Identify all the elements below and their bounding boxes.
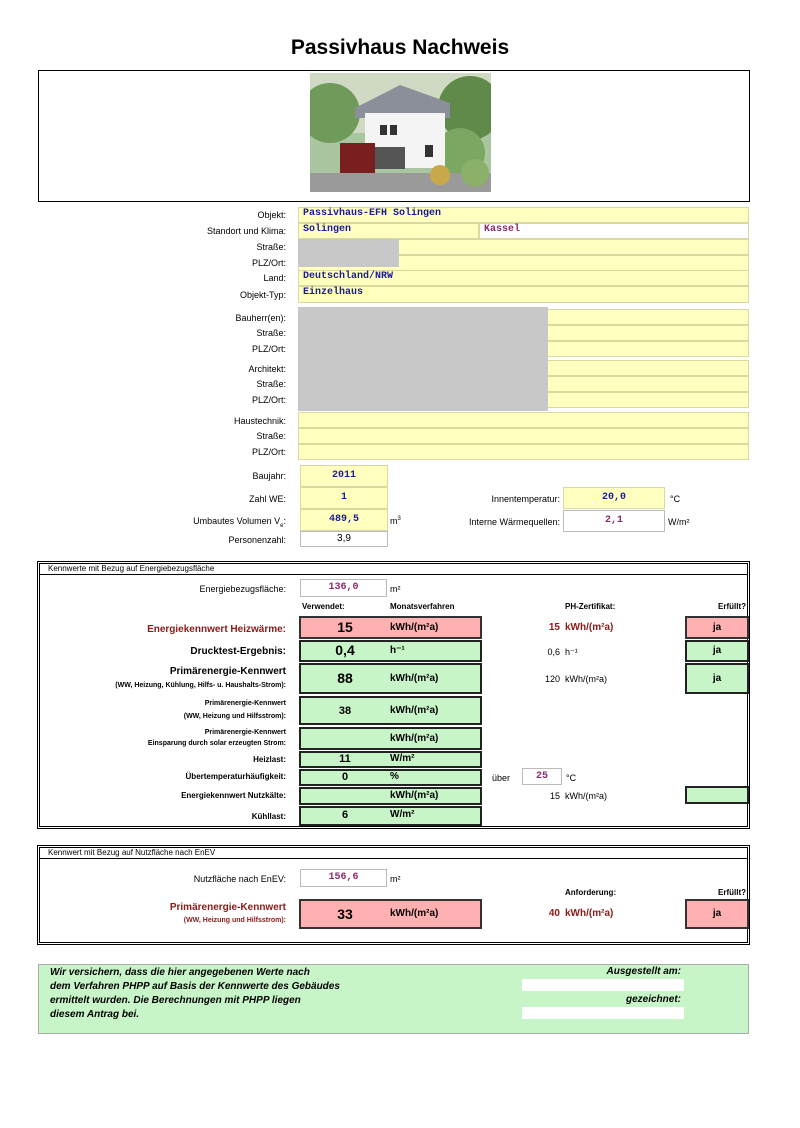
ueber-unit: °C [566, 773, 577, 783]
heizlast-unit: W/m² [390, 753, 415, 764]
pe-enev-value: 33 [337, 906, 353, 922]
ebf-field[interactable]: 136,0 [300, 579, 387, 597]
land-field[interactable]: Deutschland/NRW [298, 270, 749, 286]
nf-field[interactable]: 156,6 [300, 869, 387, 887]
page-title: Passivhaus Nachweis [290, 36, 510, 59]
objekt-label: Objekt: [257, 210, 286, 220]
heizwaerme-unit: kWh/(m²a) [390, 622, 439, 633]
nf-unit: m² [390, 874, 401, 884]
pe-enev-sub: (WW, Heizung und Hilfsstrom): [183, 917, 286, 924]
baujahr-label: Baujahr: [252, 471, 286, 481]
section2-header: Kennwert mit Bezug auf Nutzfläche nach EnEV [48, 848, 216, 857]
drucktest-ok: ja [685, 640, 749, 662]
typ-field[interactable]: Einzelhaus [298, 286, 749, 303]
drucktest-req: 0,6 [547, 647, 560, 657]
standort-field[interactable]: Solingen [298, 223, 479, 239]
redaction-address [298, 239, 399, 267]
haustechnik-strasse-field[interactable] [298, 428, 749, 444]
kuehllast-value: 6 [341, 809, 349, 821]
drucktest-unit: h⁻¹ [390, 645, 405, 656]
volume-unit-sup: 3 [397, 516, 401, 522]
architekt-plz-label: PLZ/Ort: [251, 395, 286, 405]
innen-field[interactable]: 20,0 [563, 487, 665, 509]
strasse-label: Straße: [256, 242, 286, 252]
heizwaerme-label: Energiekennwert Heizwärme: [147, 624, 286, 635]
heizwaerme-req-unit: kWh/(m²a) [565, 622, 614, 633]
col-erfuellt: Erfüllt? [718, 602, 746, 611]
ueber-temp-field[interactable]: 25 [522, 768, 562, 785]
declaration-line-3: ermittelt wurden. Die Berechnungen mit PHPP liegen [50, 995, 301, 1006]
volume-unit [390, 516, 401, 526]
section2-erfuellt: Erfüllt? [718, 888, 746, 897]
kuehllast-unit: W/m² [390, 809, 415, 820]
iwq-field[interactable]: 2,1 [563, 510, 665, 532]
pe1-ok: ja [685, 663, 749, 694]
heizlast-label: Heizlast: [253, 755, 286, 764]
drucktest-label: Drucktest-Ergebnis: [190, 646, 286, 657]
haustechnik-plz-label: PLZ/Ort: [251, 447, 286, 457]
pe3-unit: kWh/(m²a) [390, 733, 439, 744]
ebf-label: Energiebezugsfläche: [199, 584, 286, 594]
baujahr-field[interactable]: 2011 [300, 465, 388, 487]
ebf-unit: m² [390, 584, 401, 594]
volume-unit-base: m [390, 516, 398, 526]
col-ph-zertifikat: PH-Zertifikat: [565, 602, 616, 611]
haustechnik-strasse-label: Straße: [256, 431, 286, 441]
pe2-value: 38 [338, 705, 352, 717]
haustechnik-plz-field[interactable] [298, 444, 749, 460]
pe2-sub: (WW, Heizung und Hilfsstrom): [183, 713, 286, 720]
drucktest-value: 0,4 [335, 642, 355, 658]
pe1-sub: (WW, Heizung, Kühlung, Hilfs- u. Haushalts-Strom): [115, 682, 286, 689]
declaration-line-4: diesem Antrag bei. [50, 1009, 140, 1020]
architekt-strasse-label: Straße: [256, 379, 286, 389]
pe2-label: Primärenergie-Kennwert [204, 700, 286, 707]
personen-field: 3,9 [300, 531, 388, 547]
volume-label-main: Umbautes Volumen V [193, 516, 281, 526]
nutzkaelte-label: Energiekennwert Nutzkälte: [181, 791, 286, 800]
section-divider [40, 574, 747, 575]
ausgestellt-label: Ausgestellt am: [606, 966, 681, 977]
declaration-text [50, 966, 340, 1022]
section2-divider [40, 858, 747, 859]
pe1-label: Primärenergie-Kennwert [169, 666, 286, 677]
drucktest-req-unit: h⁻¹ [565, 647, 578, 657]
heizwaerme-ok: ja [685, 616, 749, 639]
volume-label [150, 516, 286, 529]
architekt-label: Architekt: [248, 364, 286, 374]
heizwaerme-value: 15 [337, 619, 353, 635]
we-label: Zahl WE: [248, 494, 286, 504]
pe-enev-req-unit: kWh/(m²a) [565, 908, 614, 919]
pe3-sub: Einsparung durch solar erzeugten Strom: [147, 740, 286, 747]
pe-enev-label: Primärenergie-Kennwert [169, 902, 286, 913]
redaction-persons [298, 307, 548, 411]
uebertemp-unit: % [390, 771, 399, 782]
nutzkaelte-ok [685, 786, 749, 804]
uebertemp-value: 0 [341, 771, 349, 783]
pe-enev-ok: ja [685, 899, 749, 929]
heizlast-value: 11 [339, 753, 351, 765]
nutzkaelte-unit: kWh/(m²a) [390, 790, 439, 801]
gezeichnet-label: gezeichnet: [625, 994, 681, 1005]
declaration-line-2: dem Verfahren PHPP auf Basis der Kennwerte des Gebäudes [50, 981, 340, 992]
bauherr-plz-label: PLZ/Ort: [251, 344, 286, 354]
innen-unit: °C [670, 494, 681, 504]
klima-field[interactable]: Kassel [479, 223, 749, 239]
pe1-value: 88 [337, 670, 353, 686]
declaration-line-1: Wir versichern, dass die hier angegebenen Werte nach [50, 967, 310, 978]
nf-label: Nutzfläche nach EnEV: [193, 874, 286, 884]
we-field[interactable]: 1 [300, 487, 388, 509]
pe1-req-unit: kWh/(m²a) [565, 674, 607, 684]
section-nutzflaeche [37, 845, 750, 945]
gezeichnet-field[interactable] [522, 1007, 684, 1019]
land-label: Land: [263, 273, 286, 283]
pe1-unit: kWh/(m²a) [390, 673, 439, 684]
ausgestellt-field[interactable] [522, 979, 684, 991]
house-photo [310, 73, 491, 192]
col-monatsverfahren: Monatsverfahren [390, 602, 455, 611]
iwq-unit: W/m² [668, 517, 690, 527]
bauherr-strasse-label: Straße: [256, 328, 286, 338]
nutzkaelte-req-unit: kWh/(m²a) [565, 791, 607, 801]
col-verwendet: Verwendet: [302, 602, 345, 611]
iwq-label: Interne Wärmequellen: [468, 517, 560, 527]
innen-label: Innentemperatur: [491, 494, 560, 504]
volume-label-end: : [283, 516, 286, 526]
bauherr-label: Bauherr(en): [235, 313, 286, 323]
haustechnik-field[interactable] [298, 412, 749, 428]
plz-label: PLZ/Ort: [251, 258, 286, 268]
typ-label: Objekt-Typ: [239, 290, 286, 300]
heizwaerme-req: 15 [548, 622, 560, 633]
standort-label: Standort und Klima: [206, 226, 286, 236]
pe-enev-unit: kWh/(m²a) [390, 908, 439, 919]
pe1-req: 120 [544, 674, 560, 684]
kuehllast-label: Kühllast: [251, 812, 286, 821]
nutzkaelte-req: 15 [549, 791, 560, 801]
volume-label-sub: e [280, 522, 284, 529]
personen-label: Personenzahl: [228, 535, 286, 545]
pe2-unit: kWh/(m²a) [390, 705, 439, 716]
uebertemp-label: Übertemperaturhäufigkeit: [185, 772, 286, 781]
ueber-label: über [492, 773, 511, 783]
haustechnik-label: Haustechnik: [233, 416, 286, 426]
pe3-label: Primärenergie-Kennwert [204, 729, 286, 736]
section1-header: Kennwerte mit Bezug auf Energiebezugsfläche [48, 564, 215, 573]
anforderung-label: Anforderung: [565, 888, 617, 897]
pe-enev-req: 40 [548, 908, 560, 919]
objekt-field[interactable]: Passivhaus-EFH Solingen [298, 207, 749, 223]
volume-field[interactable]: 489,5 [300, 509, 388, 531]
